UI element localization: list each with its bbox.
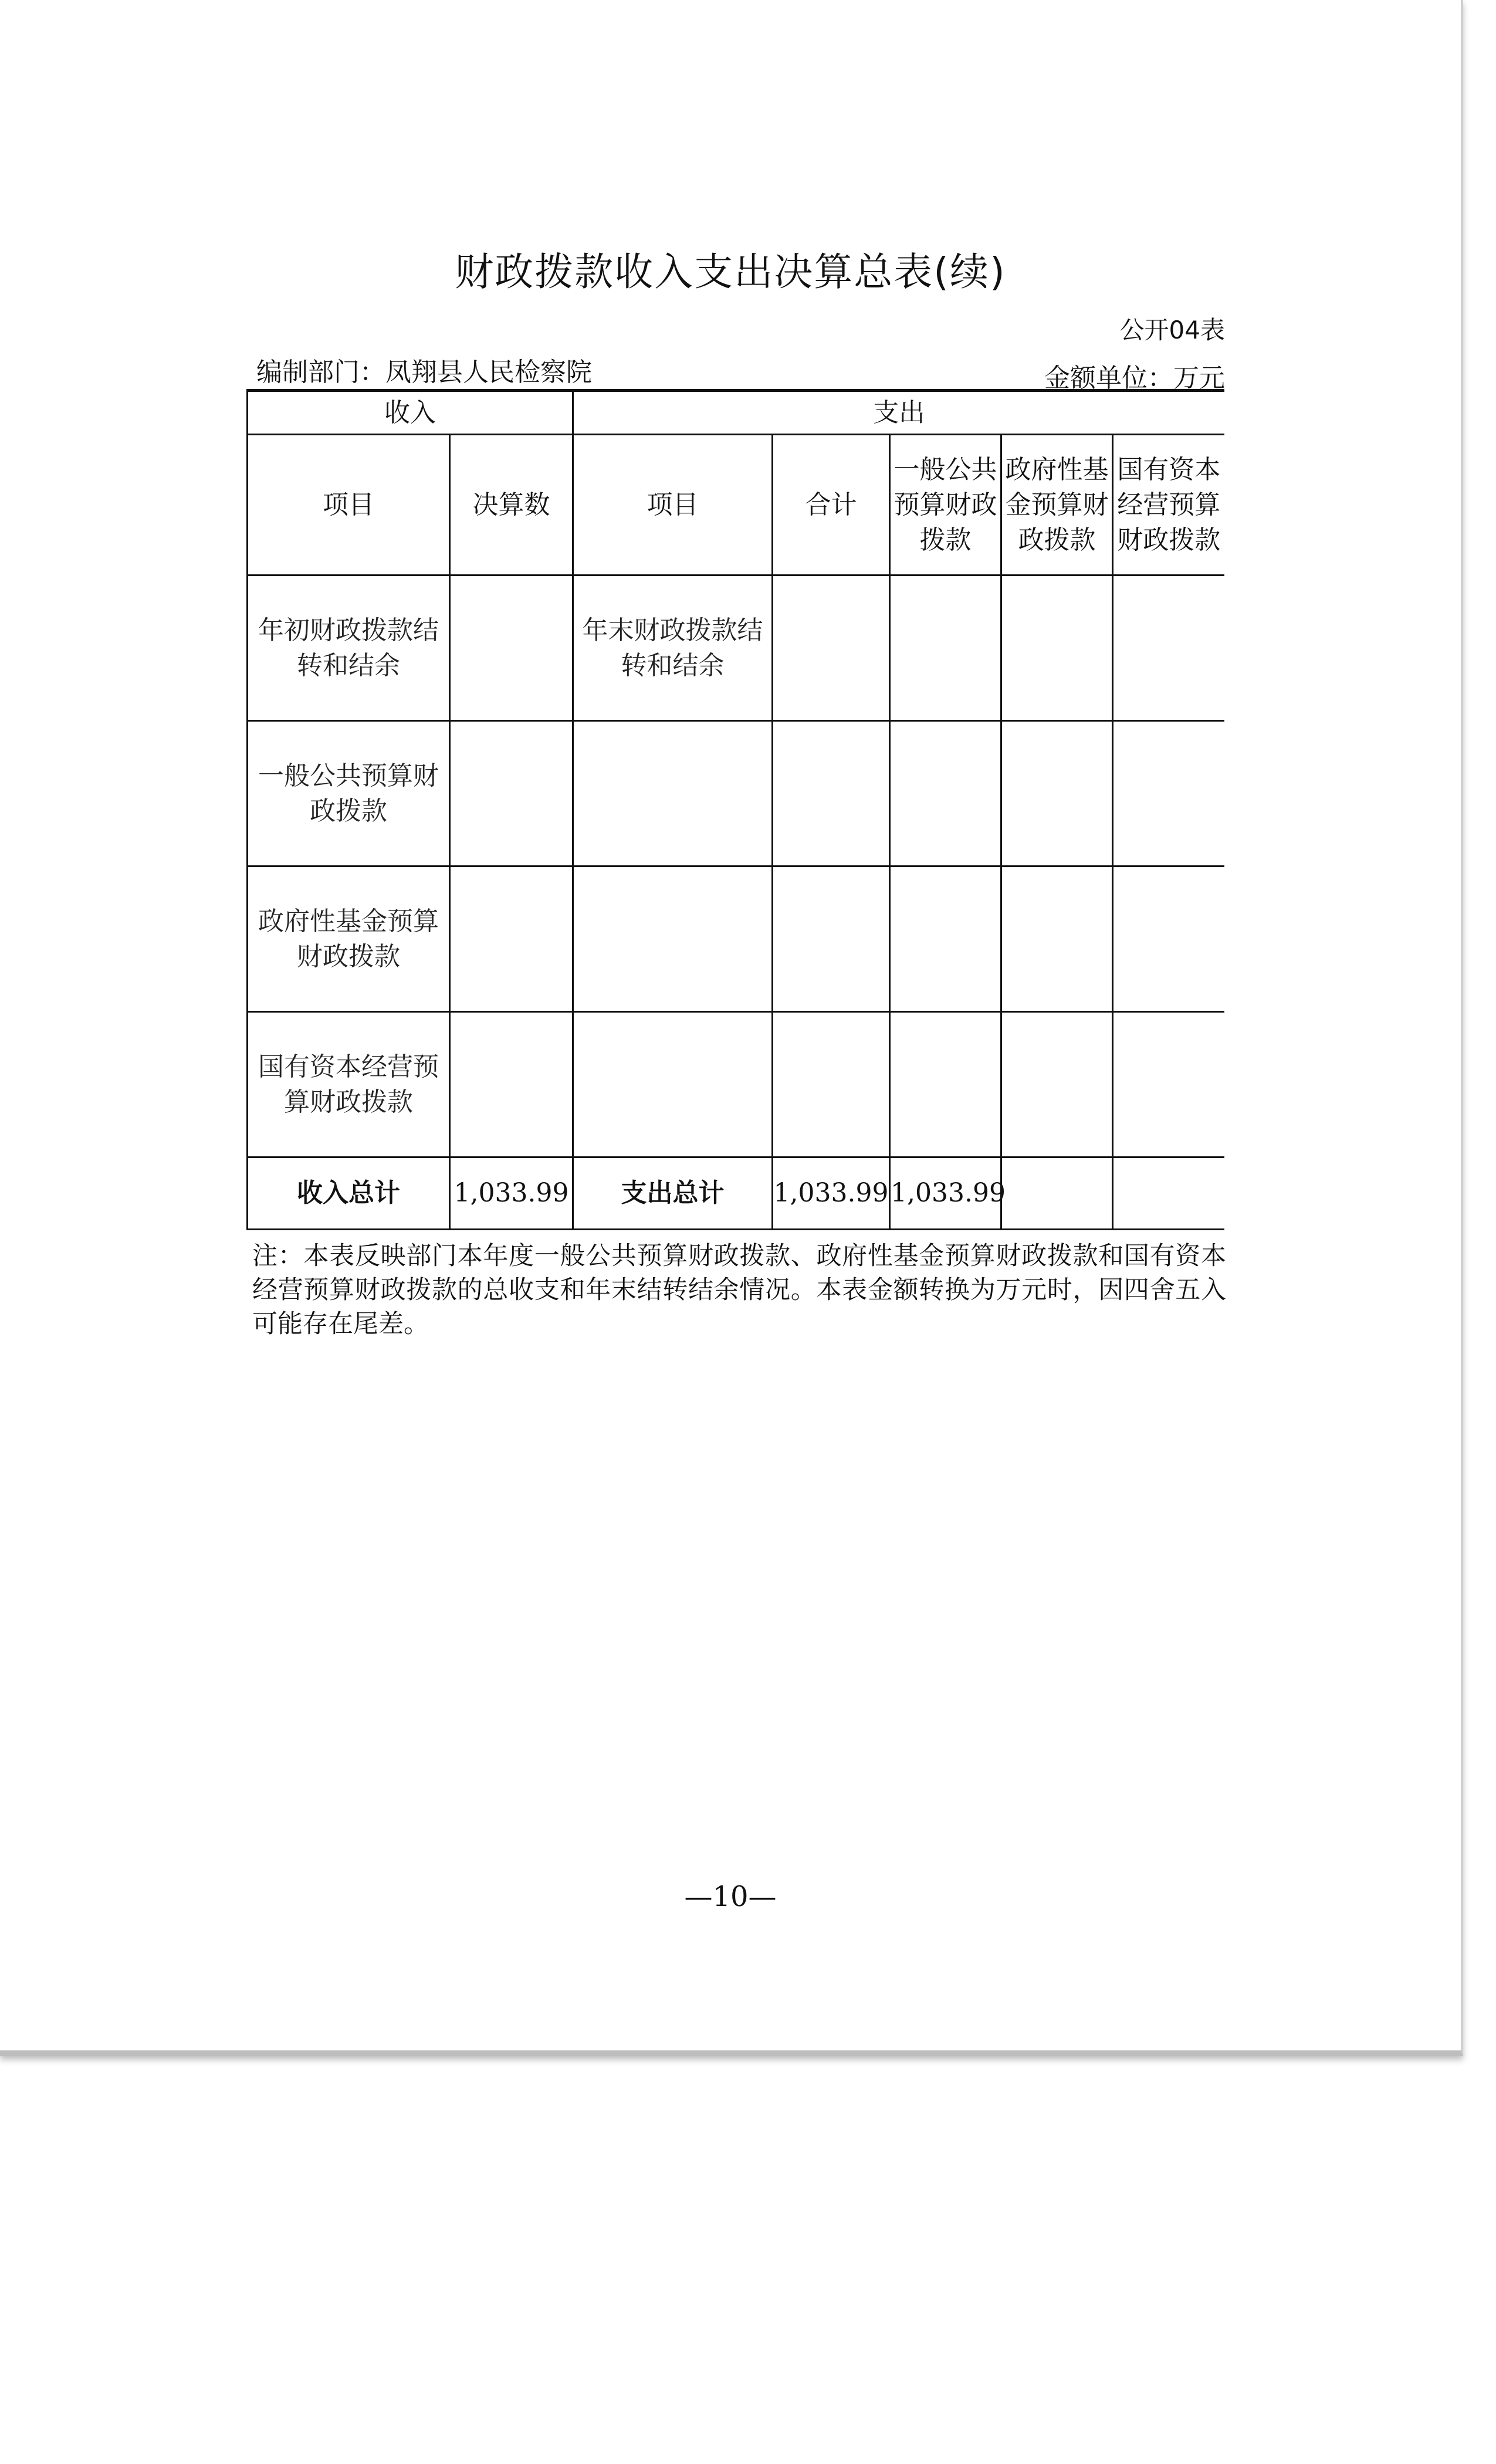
row-expense-item	[573, 721, 773, 867]
row-income-item: 国有资本经营预算财政拨款	[248, 1012, 450, 1157]
row-income-item: 年初财政拨款结转和结余	[248, 576, 450, 721]
row-state-capital	[1113, 867, 1224, 1012]
expense-total-gov-fund	[1001, 1157, 1113, 1230]
col-gov-fund: 政府性基金预算财政拨款	[1001, 435, 1113, 576]
table-row	[248, 1012, 1224, 1157]
row-expense-item	[573, 867, 773, 1012]
income-total-amount: 1,033.99	[450, 1157, 573, 1230]
row-gov-fund	[1001, 576, 1113, 721]
table-note: 注：本表反映部门本年度一般公共预算财政拨款、政府性基金预算财政拨款和国有资本经营预算财政拨款的总收支和年末结转结余情况。本表金额转换为万元时，因四舍五入可能存在尾差。	[252, 1241, 1226, 1339]
expense-total-label: 支出总计	[573, 1157, 773, 1230]
row-income-item: 一般公共预算财政拨款	[248, 721, 450, 867]
income-section-header: 收入	[248, 391, 573, 435]
totals-row	[248, 1157, 1224, 1230]
row-expense-item	[573, 1012, 773, 1157]
income-total-label: 收入总计	[248, 1157, 450, 1230]
table-row	[248, 867, 1224, 1012]
row-state-capital	[1113, 576, 1224, 721]
col-general-budget: 一般公共预算财政拨款	[890, 435, 1001, 576]
row-gov-fund	[1001, 867, 1113, 1012]
table-row	[248, 721, 1224, 867]
expense-total-state-capital	[1113, 1157, 1224, 1230]
row-income-amount	[450, 867, 573, 1012]
row-general-budget	[890, 867, 1001, 1012]
row-income-amount	[450, 721, 573, 867]
row-state-capital	[1113, 1012, 1224, 1157]
row-income-amount	[450, 576, 573, 721]
col-total: 合计	[773, 435, 890, 576]
row-income-amount	[450, 1012, 573, 1157]
department-label: 编制部门：凤翔县人民检察院	[256, 357, 592, 387]
col-state-capital: 国有资本经营预算财政拨款	[1113, 435, 1224, 576]
document-title: 财政拨款收入支出决算总表(续)	[455, 249, 1006, 295]
row-total	[773, 1012, 890, 1157]
row-total	[773, 721, 890, 867]
row-total	[773, 867, 890, 1012]
row-general-budget	[890, 1012, 1001, 1157]
unit-label: 金额单位：万元	[1044, 363, 1225, 393]
row-general-budget	[890, 721, 1001, 867]
row-gov-fund	[1001, 1012, 1113, 1157]
form-number: 公开04表	[1119, 316, 1225, 344]
row-state-capital	[1113, 721, 1224, 867]
col-expense-item: 项目	[573, 435, 773, 576]
table-row	[248, 576, 1224, 721]
expense-total-amount: 1,033.99	[773, 1157, 890, 1230]
row-expense-item: 年末财政拨款结转和结余	[573, 576, 773, 721]
col-income-item: 项目	[248, 435, 450, 576]
section-header-row	[248, 391, 1224, 435]
row-income-item: 政府性基金预算财政拨款	[248, 867, 450, 1012]
expense-total-general-budget: 1,033.99	[890, 1157, 1001, 1230]
row-total	[773, 576, 890, 721]
expense-section-header: 支出	[573, 391, 1224, 435]
row-general-budget	[890, 576, 1001, 721]
row-gov-fund	[1001, 721, 1113, 867]
page-number: —10—	[684, 1880, 777, 1913]
col-income-amount: 决算数	[450, 435, 573, 576]
column-header-row	[248, 435, 1224, 576]
appropriation-summary-table	[246, 389, 1224, 1230]
